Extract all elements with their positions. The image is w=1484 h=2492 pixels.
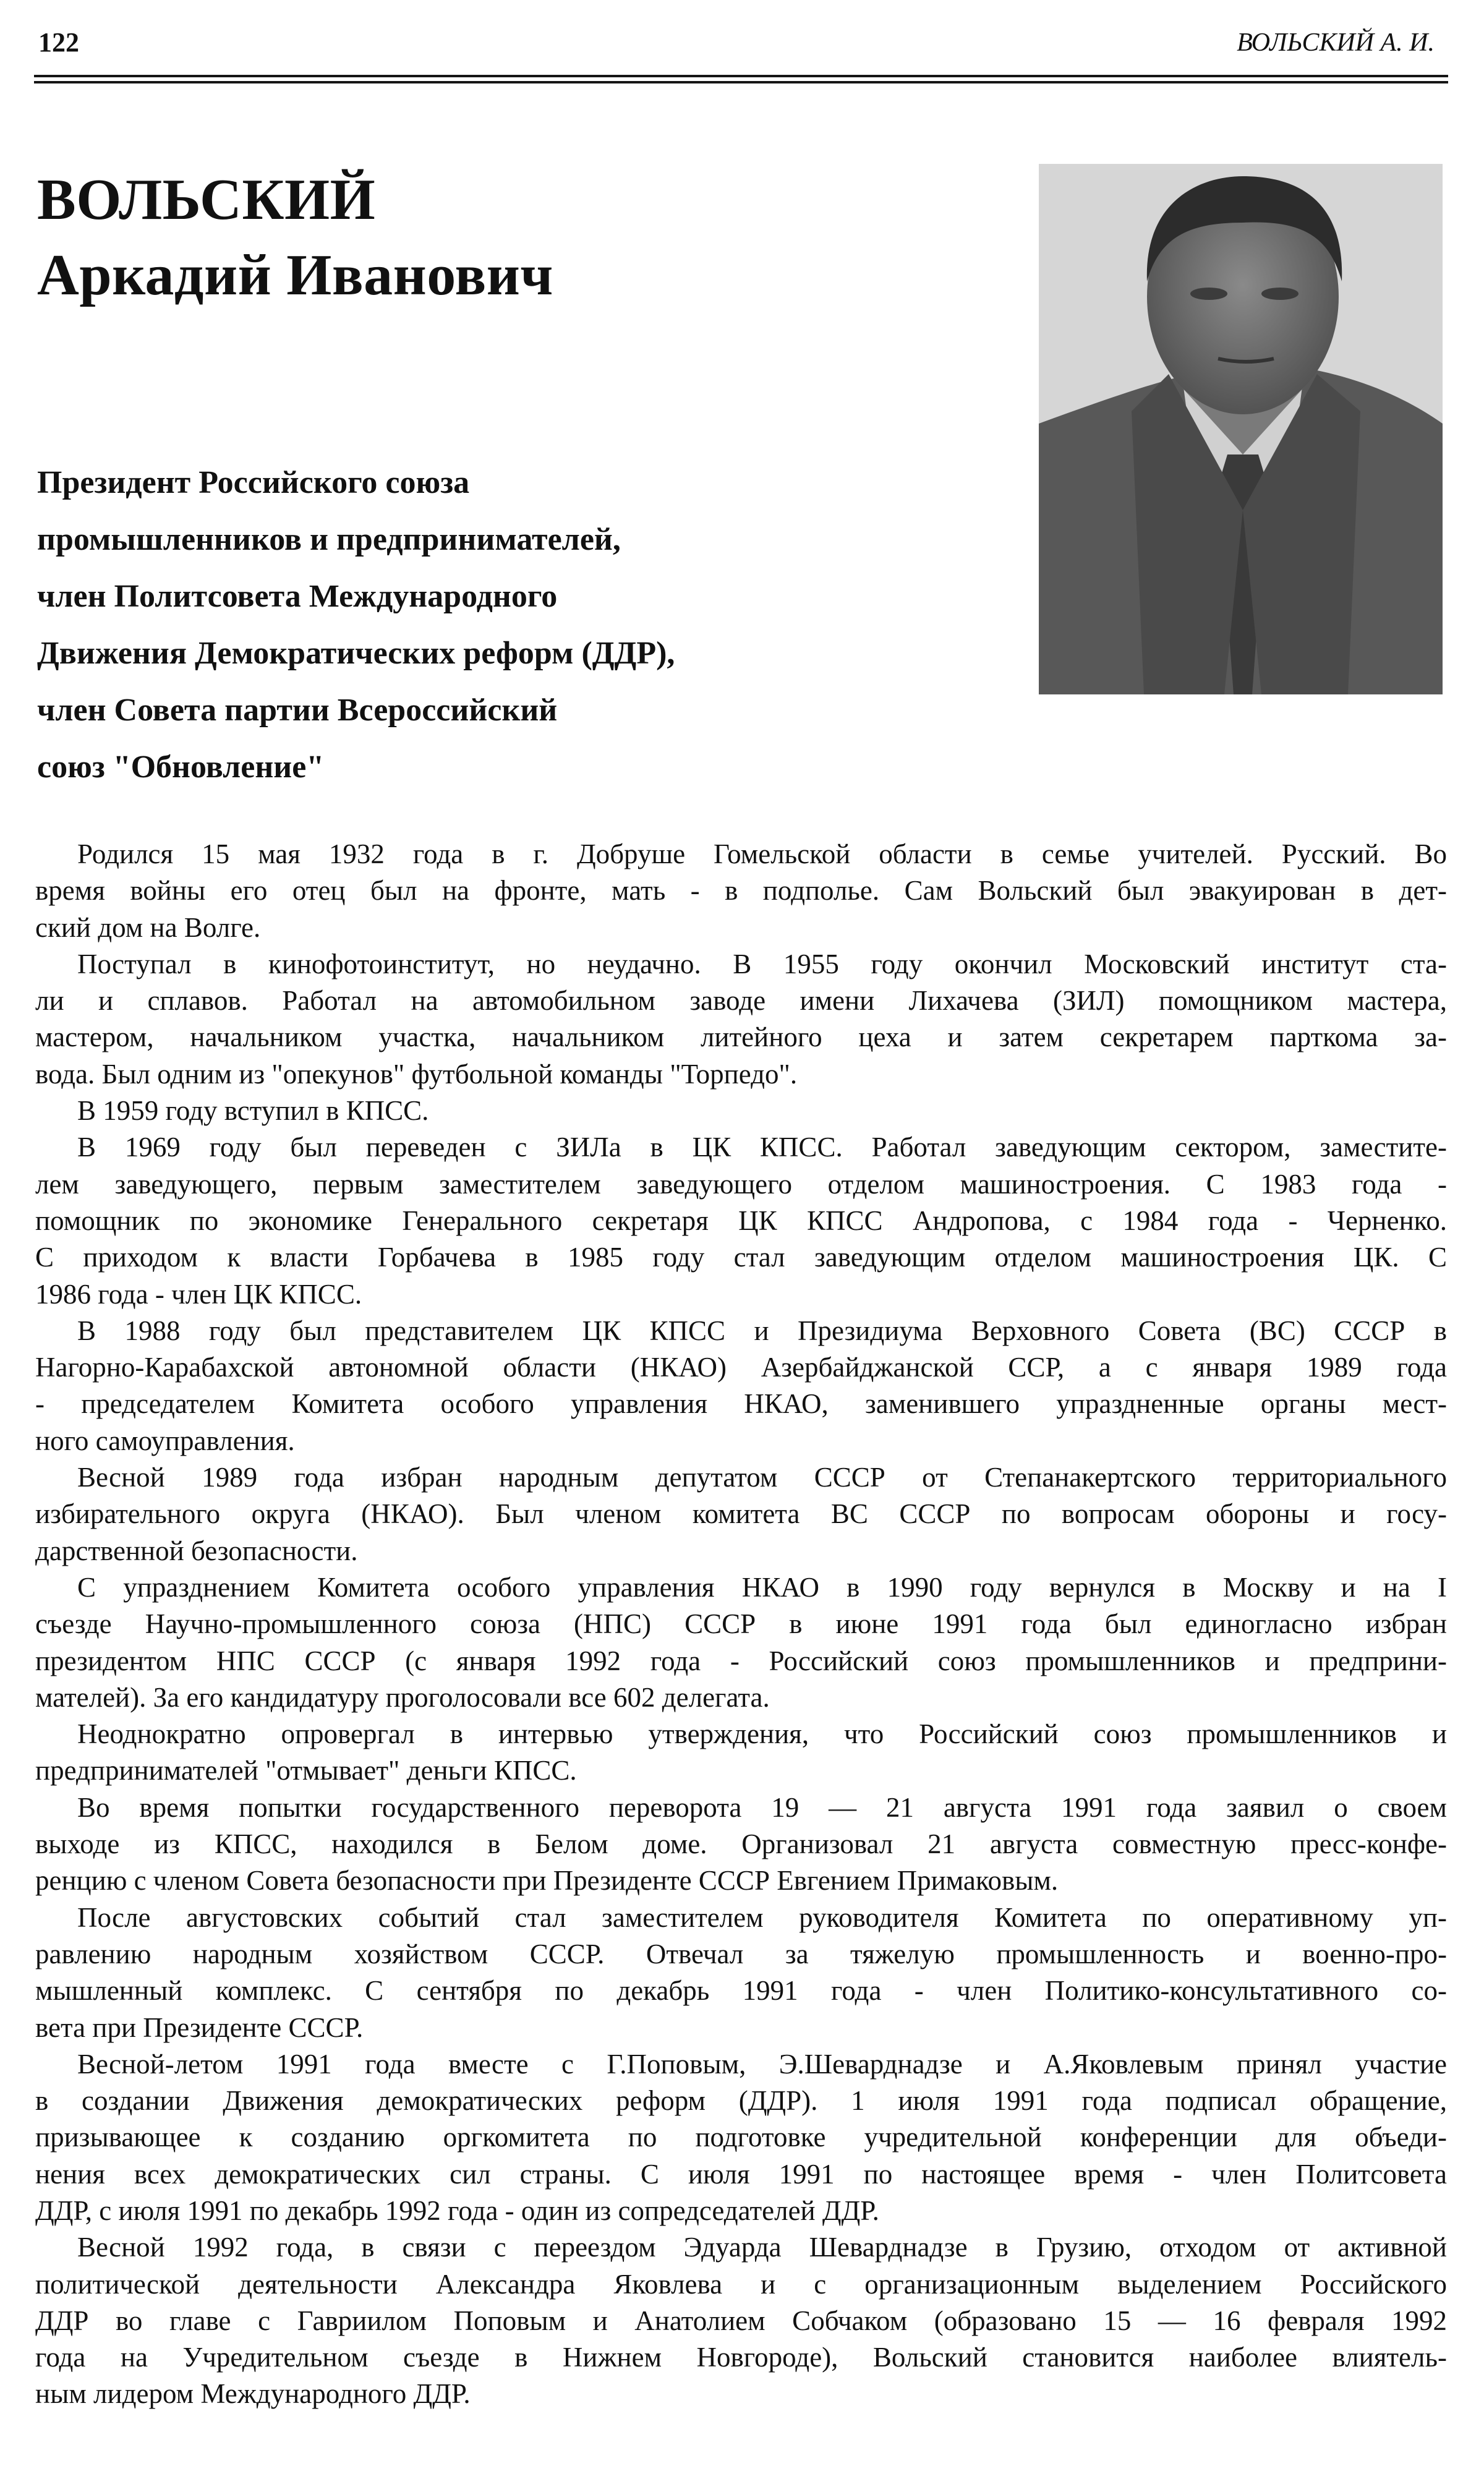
paragraph [35, 1569, 1447, 1716]
text-line: выходе из КПСС, находился в Белом доме. Организовал 21 августа совместную пресс-конфе- [35, 1828, 1447, 1860]
paragraph [35, 1459, 1447, 1569]
text-line: ДДР во главе с Гавриилом Поповым и Анатолием Собчаком (образовано 15 — 16 февраля 1992 [35, 2305, 1447, 2336]
title-given-names: Аркадий Иванович [37, 243, 553, 307]
text-line: мателей). За его кандидатуру проголосовали все 602 делегата. [35, 1681, 770, 1713]
subtitle-line: Движения Демократических реформ (ДДР), [37, 636, 675, 671]
text-line: После августовских событий стал заместителем руководителя Комитета по оперативному уп- [77, 1901, 1447, 1933]
text-line: Весной-летом 1991 года вместе с Г.Поповым, Э.Шеварднадзе и А.Яковлевым принял участие [77, 2048, 1447, 2080]
text-line: мастером, начальником участка, начальником литейного цеха и затем секретарем парткома за- [35, 1022, 1447, 1053]
text-line: политической деятельности Александра Яковлева и с организационным выделением Российского [35, 2268, 1447, 2300]
text-line: Поступал в кинофотоинститут, но неудачно. В 1955 году окончил Московский институт ста- [77, 948, 1447, 979]
subtitle-line: член Политсовета Международного [37, 579, 558, 614]
position-summary [37, 454, 675, 796]
subtitle-line: Президент Российского союза [37, 465, 470, 500]
paragraph [35, 836, 1447, 946]
text-line: ский дом на Волге. [35, 911, 261, 943]
portrait-photo [1039, 164, 1443, 694]
subtitle-line: член Совета партии Всероссийский [37, 693, 558, 728]
header-rule-top [34, 75, 1448, 77]
text-line: предпринимателей "отмывает" деньги КПСС. [35, 1755, 577, 1786]
text-line: Родился 15 мая 1932 года в г. Добруше Гомельской области в семье учителей. Русский. Во [77, 838, 1447, 869]
page-number: 122 [38, 27, 79, 58]
paragraph [35, 1129, 1447, 1312]
text-line: помощник по экономике Генерального секретаря ЦК КПСС Андропова, с 1984 года - Черненко. [35, 1205, 1447, 1236]
text-line: В 1988 году был представителем ЦК КПСС и Президиума Верховного Совета (ВС) СССР в [77, 1315, 1447, 1346]
paragraph [35, 946, 1447, 1093]
article-title [37, 162, 553, 313]
text-line: Весной 1992 года, в связи с переездом Эдуарда Шеварднадзе в Грузию, отходом от активной [77, 2232, 1447, 2263]
paragraph [35, 2046, 1447, 2229]
text-line: равлению народным хозяйством СССР. Отвечал за тяжелую промышленность и военно-про- [35, 1938, 1447, 1969]
text-line: С упразднением Комитета особого управления НКАО в 1990 году вернулся в Москву и на I [77, 1571, 1447, 1603]
header-rule-bottom [34, 81, 1448, 83]
text-line: вета при Президенте СССР. [35, 2012, 364, 2043]
subtitle-line: союз "Обновление" [37, 749, 325, 785]
text-line: В 1959 году вступил в КПСС. [77, 1095, 429, 1127]
text-line: мышленный комплекс. С сентября по декабрь 1991 года - член Политико-консультативного со- [35, 1975, 1447, 2007]
portrait-illustration [1039, 164, 1443, 694]
text-line: призывающее к созданию оргкомитета по подготовке учредительной конференции для объеди- [35, 2122, 1447, 2153]
text-line: С приходом к власти Горбачева в 1985 году стал заведующим отделом машиностроения ЦК. С [35, 1242, 1447, 1273]
text-line: избирательного округа (НКАО). Был членом комитета ВС СССР по вопросам обороны и госу- [35, 1498, 1447, 1530]
text-line: съезде Научно-промышленного союза (НПС) СССР в июне 1991 года был единогласно избран [35, 1608, 1447, 1640]
text-line: лем заведующего, первым заместителем заведующего отделом машиностроения. С 1983 года - [35, 1168, 1447, 1200]
text-line: - председателем Комитета особого управления НКАО, заменившего упраздненные органы мест- [35, 1388, 1447, 1420]
paragraph [35, 1900, 1447, 2046]
text-line: в создании Движения демократических реформ (ДДР). 1 июля 1991 года подписал обращение, [35, 2085, 1447, 2117]
text-line: года на Учредительном съезде в Нижнем Новгороде), Вольский становится наиболее влиятель- [35, 2342, 1447, 2373]
article-body [35, 836, 1447, 2413]
text-line: 1986 года - член ЦК КПСС. [35, 1278, 362, 1310]
text-line: вода. Был одним из "опекунов" футбольной команды "Торпедо". [35, 1058, 798, 1090]
text-line: время войны его отец был на фронте, мать - в подполье. Сам Вольский был эвакуирован в дет- [35, 875, 1447, 907]
paragraph [35, 1790, 1447, 1900]
text-line: дарственной безопасности. [35, 1535, 358, 1566]
text-line: Весной 1989 года избран народным депутатом СССР от Степанакертского территориального [77, 1462, 1447, 1493]
text-line: В 1969 году был переведен с ЗИЛа в ЦК КПСС. Работал заведующим сектором, заместите- [77, 1132, 1447, 1163]
paragraph [35, 1716, 1447, 1790]
text-line: ДДР, с июля 1991 по декабрь 1992 года - один из сопредседателей ДДР. [35, 2195, 879, 2226]
text-line: нения всех демократических сил страны. С июля 1991 по настоящее время - член Политсовета [35, 2158, 1447, 2190]
text-line: Неоднократно опровергал в интервью утверждения, что Российский союз промышленников и [77, 1718, 1447, 1750]
subtitle-line: промышленников и предпринимателей, [37, 522, 621, 557]
text-line: ным лидером Международного ДДР. [35, 2378, 471, 2410]
paragraph [35, 2229, 1447, 2412]
running-head-title: ВОЛЬСКИЙ А. И. [1237, 28, 1435, 57]
paragraph [35, 1093, 1447, 1129]
text-line: ренцию с членом Совета безопасности при Президенте СССР Евгением Примаковым. [35, 1865, 1059, 1897]
text-line: Нагорно-Карабахской автономной области (НКАО) Азербайджанской ССР, а с января 1989 года [35, 1352, 1447, 1383]
text-line: президентом НПС СССР (с января 1992 года - Российский союз промышленников и предприни- [35, 1645, 1447, 1676]
paragraph [35, 1313, 1447, 1459]
text-line: Во время попытки государственного переворота 19 — 21 августа 1991 года заявил о своем [77, 1791, 1447, 1823]
text-line: ного самоуправления. [35, 1425, 295, 1456]
title-surname: ВОЛЬСКИЙ [37, 168, 376, 232]
text-line: ли и сплавов. Работал на автомобильном заводе имени Лихачева (ЗИЛ) помощником мастера, [35, 985, 1447, 1017]
